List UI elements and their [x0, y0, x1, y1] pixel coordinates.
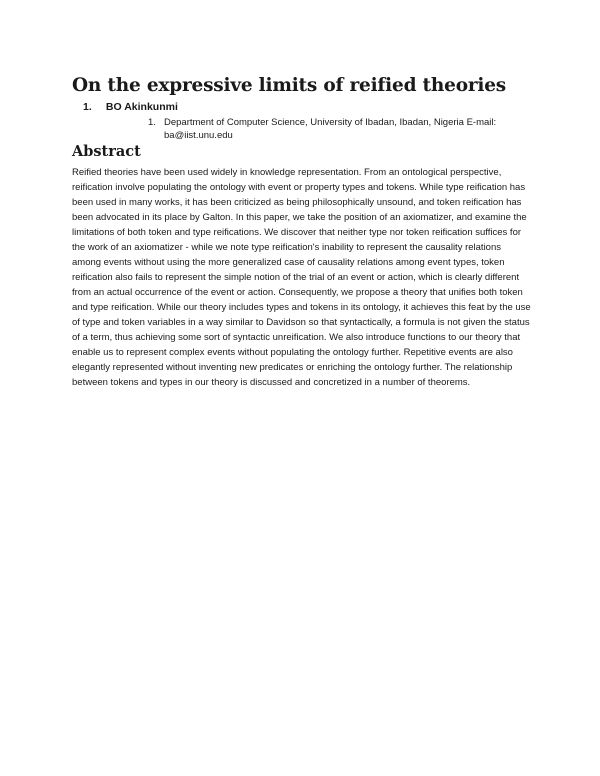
- affiliation-number: 1.: [148, 117, 156, 128]
- author-number: 1.: [83, 101, 92, 113]
- abstract-text: Reified theories have been used widely in knowledge representation. From an ontological perspective, reification involve populating the ontology with event or property types and tokens. While type reification has been used in many works, it has been criticized as being philosophically unsound, and token reification has been advocated in its place by Galton. In this paper, we take the position of an axiomatizer, and examine the limitations of both token and type reifications. We discover that neither type nor token reification suffices for the work of an axiomatizer - while we note type reification's inability to represent the causality relations among events without using the more generalized case of causality relations among event types, token reification also fails to represent the simple notion of the trial of an event or action, which is clearly different from an actual occurrence of the event or action. Consequently, we propose a theory that unifies both token and type reification. While our theory includes types and tokens in its ontology, it achieves this feat by the use of type and token variables in a way similar to Davidson so that syntactically, a formula is not given the status of a term, thus achieving some sort of syntactic unreification. We also introduce functions to our theory that enable us to represent complex events without populating the ontology further. Repetitive events are also elegantly represented without inventing new predicates or enriching the ontology further. The relationship between tokens and types in our theory is discussed and concretized in a number of theorems.: [72, 167, 531, 388]
- author-entry: [72, 100, 532, 114]
- paper-title: On the expressive limits of reified theories: [72, 75, 507, 96]
- abstract-heading: Abstract: [72, 143, 141, 160]
- author-name: BO Akinkunmi: [105, 101, 178, 113]
- paper-page: [72, 74, 532, 390]
- affiliation-text: Department of Computer Science, University of Ibadan, Ibadan, Nigeria E-mail: ba@iist.unu.edu: [164, 117, 497, 141]
- affiliation-entry: [72, 116, 532, 142]
